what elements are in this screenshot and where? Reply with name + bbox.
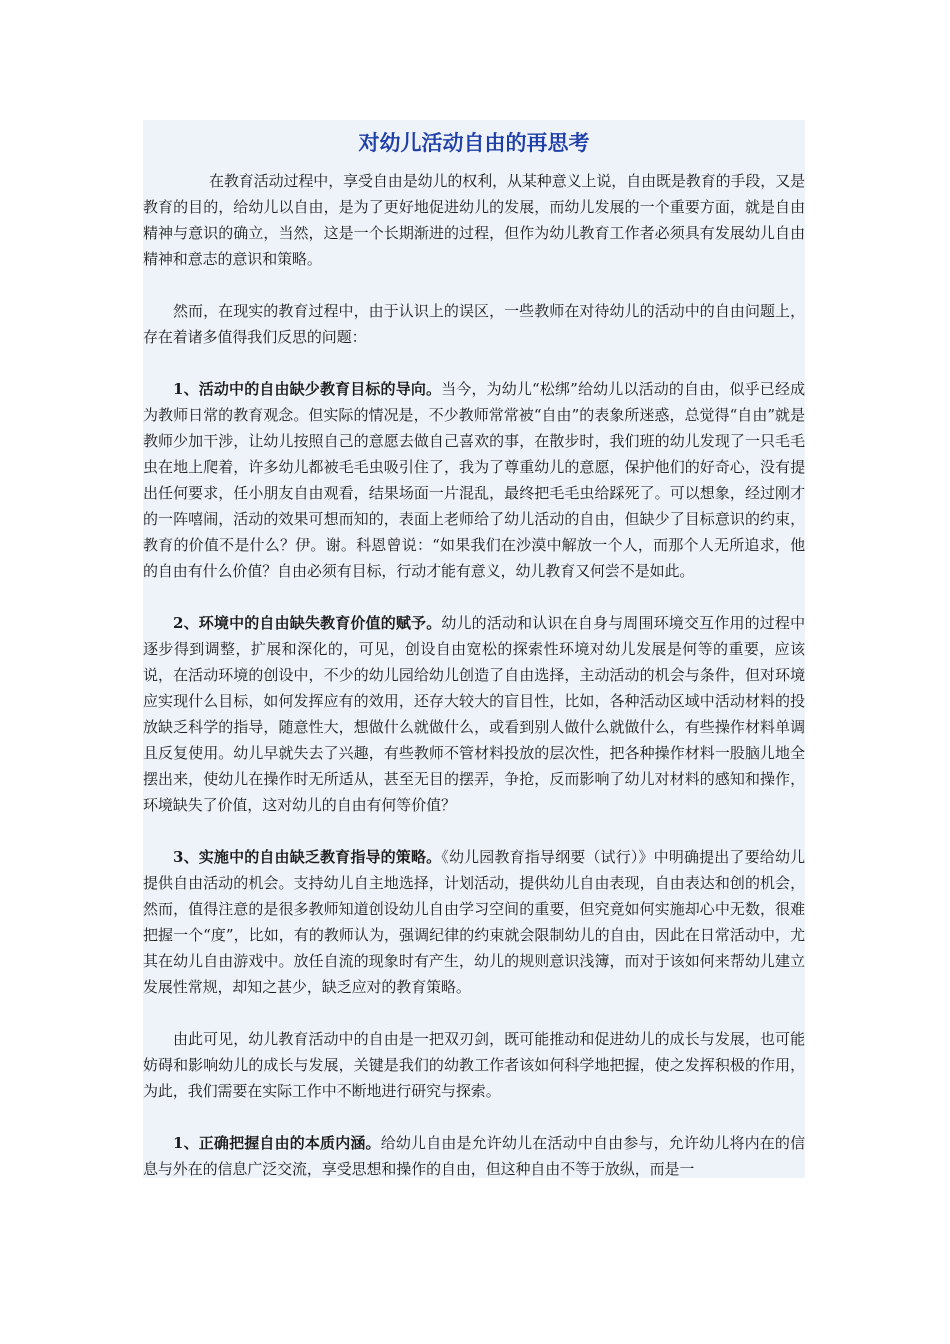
paragraph-problem-intro — [143, 298, 805, 350]
paragraph-intro — [143, 168, 805, 272]
paragraph-text: 在教育活动过程中，享受自由是幼儿的权利，从某种意义上说，自由既是教育的手段，又是教育的目的，给幼儿以自由，是为了更好地促进幼儿的发展，而幼儿发展的一个重要方面，就是自由精神与意识的确立，当然，这是一个长期渐进的过程，但作为幼儿教育工作者必须具有发展幼儿自由精神和意志的意识和策略。 — [143, 172, 805, 268]
paragraph-point-3 — [143, 844, 805, 1000]
paragraph-text: 幼儿的活动和认识在自身与周围环境交互作用的过程中逐步得到调整，扩展和深化的，可见，创设自由宽松的探索性环境对幼儿发展是何等的重要，应该说，在活动环境的创设中，不少的幼儿园给幼儿创造了自由选择，主动活动的机会与条件，但对环境应实现什么目标，如何发挥应有的效用，还存大较大的盲目性，比如，各种活动区域中活动材料的投放缺乏科学的指导，随意性大，想做什么就做什么，或看到别人做什么就做什么，有些操作材料单调且反复使用。幼儿早就失去了兴趣，有些教师不管材料投放的层次性，把各种操作材料一股脑儿地全摆出来，使幼儿在操作时无所适从，甚至无目的摆弄，争抢，反而影响了幼儿对材料的感知和操作，环境缺失了价值，这对幼儿的自由有何等价值？ — [143, 614, 805, 814]
paragraph-gap — [143, 818, 805, 844]
paragraph-gap — [143, 584, 805, 610]
paragraph-strategy-1 — [143, 1130, 805, 1178]
paragraph-point-2 — [143, 610, 805, 818]
article-panel — [143, 120, 805, 1178]
paragraph-conclusion — [143, 1026, 805, 1104]
paragraph-heading: 2、环境中的自由缺失教育价值的赋予。 — [173, 614, 442, 632]
paragraph-heading: 1、活动中的自由缺少教育目标的导向。 — [173, 380, 442, 398]
paragraph-heading: 3、实施中的自由缺乏教育指导的策略。 — [173, 848, 442, 866]
article-title: 对幼儿活动自由的再思考 — [358, 131, 590, 155]
paragraph-text: 给幼儿自由是允许幼儿在活动中自由参与，允许幼儿将内在的信息与外在的信息广泛交流，享受思想和操作的自由，但这种自由不等于放纵，而是一 — [143, 1134, 805, 1178]
paragraph-text: 由此可见，幼儿教育活动中的自由是一把双刃剑，既可能推动和促进幼儿的成长与发展，也可能妨碍和影响幼儿的成长与发展，关键是我们的幼教工作者该如何科学地把握，使之发挥积极的作用，为此，我们需要在实际工作中不断地进行研究与探索。 — [143, 1030, 805, 1100]
paragraph-text: 《幼儿园教育指导纲要（试行）》中明确提出了要给幼儿提供自由活动的机会。支持幼儿自主地选择，计划活动，提供幼儿自由表现，自由表达和创的机会，然而，值得注意的是很多教师知道创设幼儿自由学习空间的重要，但究竟如何实施却心中无数，很难把握一个“度”，比如，有的教师认为，强调纪律的约束就会限制幼儿的自由，因此在日常活动中，尤其在幼儿自由游戏中。放任自流的现象时有产生，幼儿的规则意识浅簿，而对于该如何来帮幼儿建立发展性常规，却知之甚少，缺乏应对的教育策略。 — [143, 848, 805, 996]
paragraph-text: 当今，为幼儿“松绑”给幼儿以活动的自由，似乎已经成为教师日常的教育观念。但实际的情况是，不少教师常常被“自由”的表象所迷惑，总觉得“自由”就是教师少加干涉，让幼儿按照自己的意愿去做自己喜欢的事，在散步时，我们班的幼儿发现了一只毛毛虫在地上爬着，许多幼儿都被毛毛虫吸引住了，我为了尊重幼儿的意愿，保护他们的好奇心，没有提出任何要求，任小朋友自由观看，结果场面一片混乱，最终把毛毛虫给踩死了。可以想象，经过刚才的一阵嘻闹，活动的效果可想而知的，表面上老师给了幼儿活动的自由，但缺少了目标意识的约束，教育的价值不是什么？伊。谢。科恩曾说：“如果我们在沙漠中解放一个人，而那个人无所追求，他的自由有什么价值？自由必须有目标，行动才能有意义，幼儿教育又何尝不是如此。 — [143, 380, 805, 580]
paragraph-point-1 — [143, 376, 805, 584]
paragraph-gap — [143, 1104, 805, 1130]
paragraph-heading: 1、正确把握自由的本质内涵。 — [173, 1134, 381, 1152]
paragraph-gap — [143, 350, 805, 376]
paragraph-gap — [143, 272, 805, 298]
paragraph-text: 然而，在现实的教育过程中，由于认识上的误区，一些教师在对待幼儿的活动中的自由问题上，存在着诸多值得我们反思的问题： — [143, 302, 805, 346]
paragraph-gap — [143, 1000, 805, 1026]
